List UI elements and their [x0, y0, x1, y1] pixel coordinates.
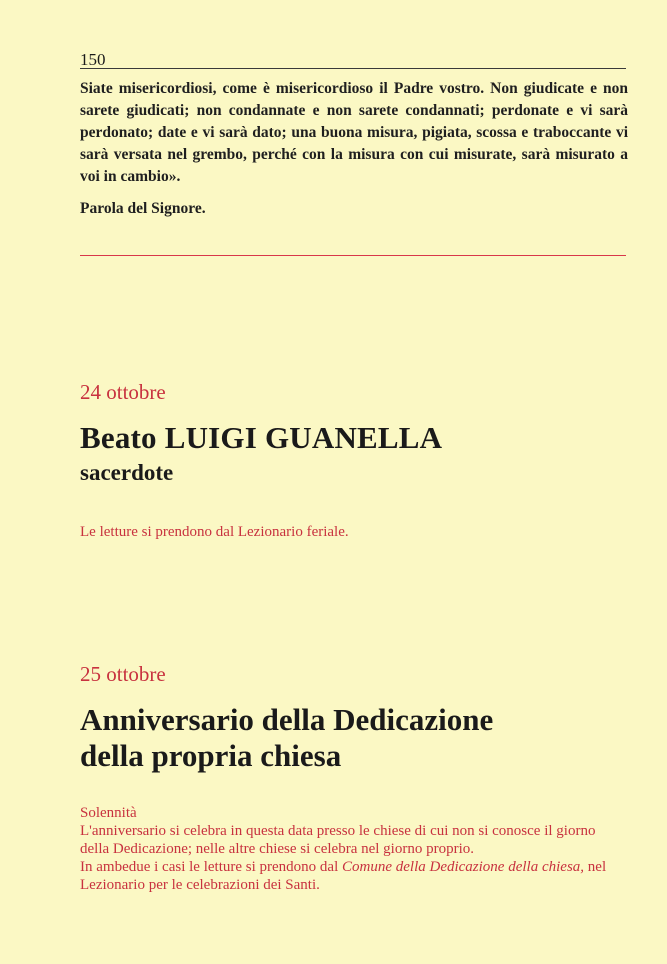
- entry-rank: Solennità: [80, 805, 137, 821]
- entry-title-line: Anniversario della Dedicazione: [80, 702, 494, 737]
- rubric-text-part: nel Lezionario per le celebrazioni dei Santi.: [80, 859, 607, 893]
- entry-subtitle: sacerdote: [80, 460, 174, 485]
- rubric-text: L'anniversario si celebra in questa data presso le chiese di cui non si conosce il giorno della Dedicazione; nelle altre chiese si celebra nel giorno proprio.: [80, 823, 596, 857]
- entry-title-line: della propria chiesa: [80, 738, 342, 773]
- header-rule: [80, 68, 626, 69]
- rubric-text-italic: Comune della Dedicazione della chiesa,: [342, 859, 585, 875]
- entry-title: Beato LUIGI GUANELLA: [80, 420, 443, 455]
- section-divider: [80, 255, 626, 256]
- rubric-text: [80, 858, 628, 894]
- entry-title: [80, 702, 493, 774]
- page-number: 150: [80, 50, 106, 69]
- entry-date: 25 ottobre: [80, 662, 166, 686]
- rubric-block: [80, 804, 628, 894]
- passage-paragraph: Siate misericordiosi, come è misericordioso il Padre vostro. Non giudicate e non sarete giudicati; non condannate e non sarete condannati; perdonate e vi sarà perdonato; date e vi sarà dato; una buona misura, pigiata, scossa e traboccante vi sarà versata nel grembo, perché con la misura con cui misurate, sarà misurato a voi in cambio».: [80, 80, 628, 185]
- rubric-text-part: In ambedue i casi le letture si prendono dal: [80, 859, 342, 875]
- entry-date: 24 ottobre: [80, 380, 166, 404]
- passage-closing: Parola del Signore.: [80, 200, 206, 217]
- entry-note: Le letture si prendono dal Lezionario feriale.: [80, 524, 349, 540]
- gospel-passage: [80, 78, 628, 220]
